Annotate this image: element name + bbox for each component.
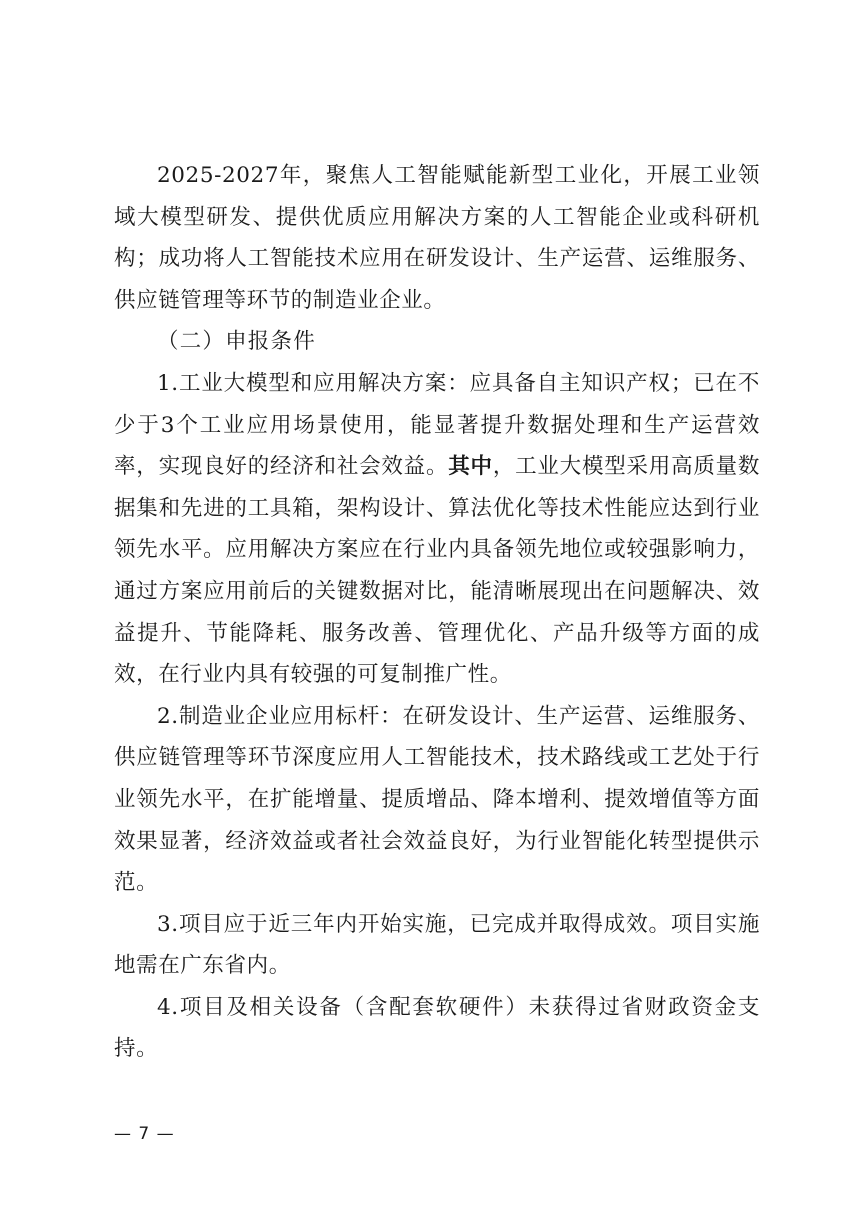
item1-text-part1: 1.工业大模型和应用解决方案：应具备自主知识产权；已在不少于3个工业应用场景使用，能显著提升数据处理和生产运营效率，实现良好的经济和社会效益。 <box>114 370 760 480</box>
section-heading: （二）申报条件 <box>157 329 316 355</box>
item1-text-part2: ，工业大模型采用高质量数据集和先进的工具箱，架构设计、算法优化等技术性能应达到行业领先水平。应用解决方案应在行业内具备领先地位或较强影响力，通过方案应用前后的关键数据对比，能清晰展现出在问题解决、效益提升、节能降耗、服务改善、管理优化、产品升级等方面的成效，在行业内具有较强的可复制推广性。 <box>114 454 761 688</box>
requirement-item-1 <box>114 363 760 696</box>
page-number: — 7 — <box>114 1124 175 1144</box>
requirement-item-2: 2.制造业企业应用标杆：在研发设计、生产运营、运维服务、供应链管理等环节深度应用人工智能技术，技术路线或工艺处于行业领先水平，在扩能增量、提质增品、降本增利、提效增值等方面效果显著，经济效益或者社会效益良好，为行业智能化转型提供示范。 <box>114 703 760 896</box>
requirement-item-3: 3.项目应于近三年内开始实施，已完成并取得成效。项目实施地需在广东省内。 <box>114 911 760 979</box>
intro-paragraph: 2025-2027年，聚焦人工智能赋能新型工业化，开展工业领域大模型研发、提供优质应用解决方案的人工智能企业或科研机构；成功将人工智能技术应用在研发设计、生产运营、运维服务、供应链管理等环节的制造业企业。 <box>114 163 760 313</box>
document-body <box>114 155 760 1070</box>
requirement-item-4: 4.项目及相关设备（含配套软硬件）未获得过省财政资金支持。 <box>114 994 760 1062</box>
item1-bold-text: 其中 <box>448 454 493 480</box>
